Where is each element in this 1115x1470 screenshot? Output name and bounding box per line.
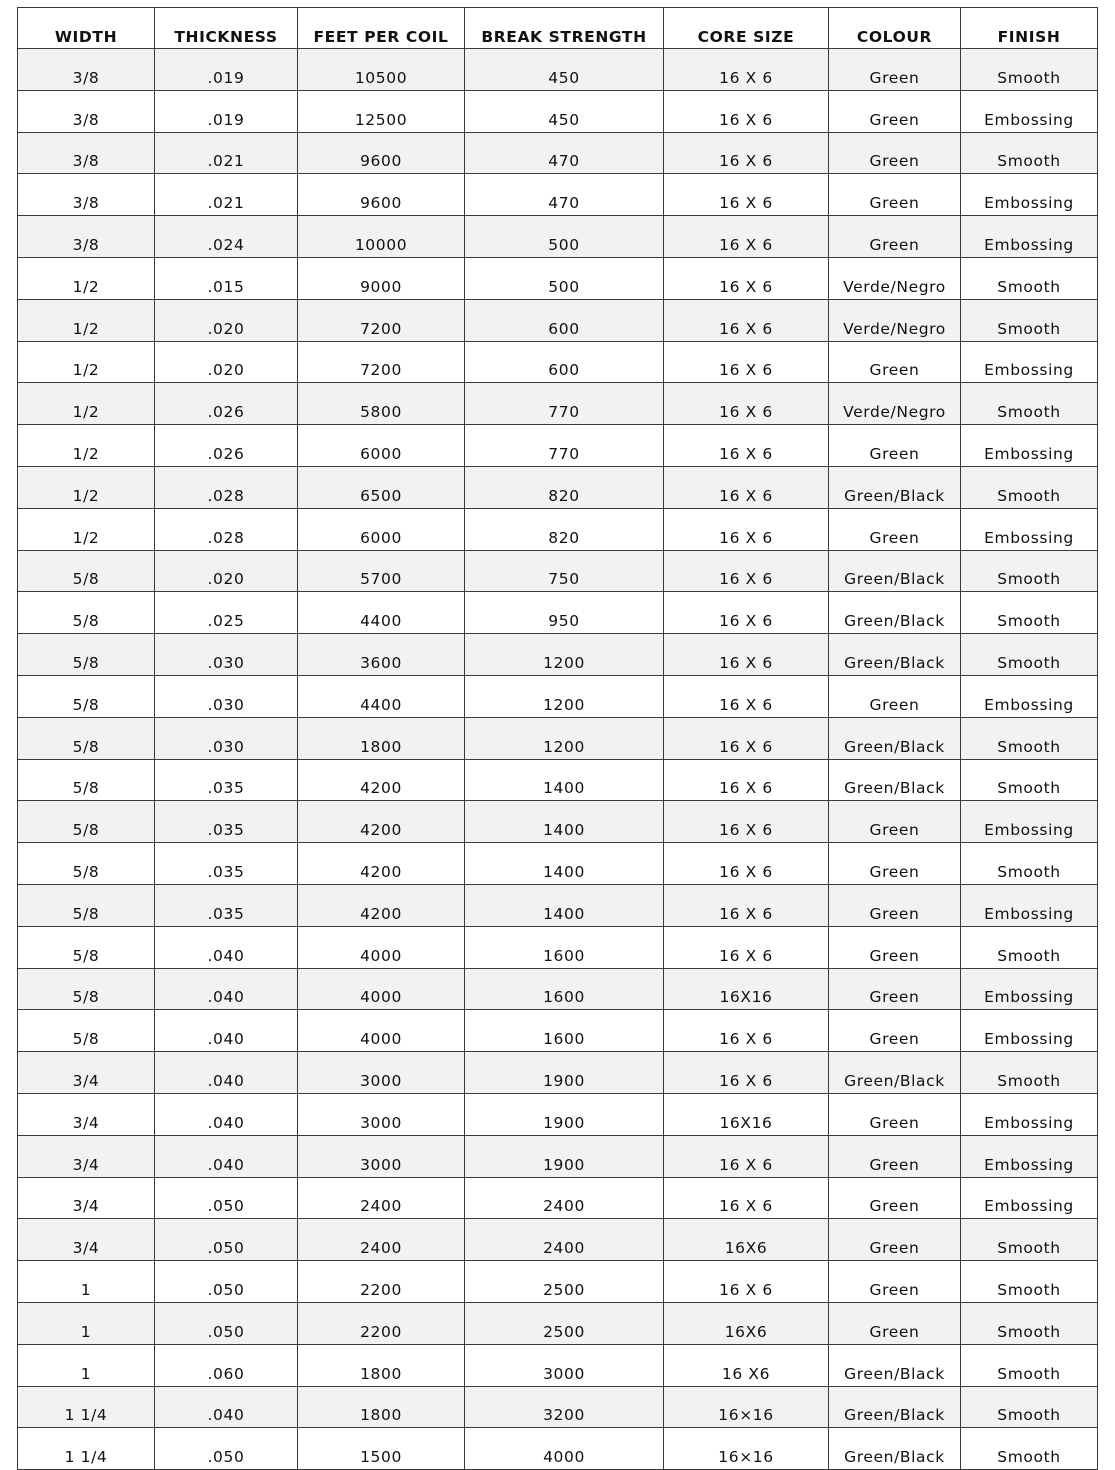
cell-finish: Smooth	[961, 49, 1098, 91]
cell-finish: Embossing	[961, 508, 1098, 550]
cell-core-size: 16X16	[664, 1093, 829, 1135]
cell-thickness: .026	[155, 383, 298, 425]
cell-thickness: .025	[155, 592, 298, 634]
cell-feet-per-coil: 4200	[298, 801, 465, 843]
cell-feet-per-coil: 4000	[298, 926, 465, 968]
cell-thickness: .050	[155, 1428, 298, 1470]
cell-feet-per-coil: 5800	[298, 383, 465, 425]
cell-width: 5/8	[18, 926, 155, 968]
cell-colour: Green/Black	[829, 1386, 961, 1428]
cell-colour: Green	[829, 1219, 961, 1261]
table-header	[18, 8, 1098, 49]
cell-break-strength: 1900	[465, 1135, 664, 1177]
cell-thickness: .030	[155, 634, 298, 676]
cell-break-strength: 450	[465, 90, 664, 132]
cell-feet-per-coil: 2400	[298, 1177, 465, 1219]
cell-finish: Smooth	[961, 926, 1098, 968]
table-row	[18, 592, 1098, 634]
column-header-break-strength: BREAK STRENGTH	[465, 8, 664, 49]
cell-colour: Green	[829, 801, 961, 843]
cell-core-size: 16 X 6	[664, 634, 829, 676]
cell-thickness: .030	[155, 675, 298, 717]
cell-finish: Embossing	[961, 341, 1098, 383]
cell-thickness: .019	[155, 90, 298, 132]
table-row	[18, 1135, 1098, 1177]
cell-width: 3/8	[18, 216, 155, 258]
cell-colour: Green	[829, 508, 961, 550]
cell-width: 5/8	[18, 884, 155, 926]
table-row	[18, 717, 1098, 759]
cell-core-size: 16 X 6	[664, 90, 829, 132]
cell-finish: Embossing	[961, 1135, 1098, 1177]
cell-core-size: 16×16	[664, 1428, 829, 1470]
table-row	[18, 174, 1098, 216]
cell-thickness: .035	[155, 759, 298, 801]
cell-finish: Smooth	[961, 759, 1098, 801]
cell-break-strength: 2500	[465, 1302, 664, 1344]
cell-finish: Embossing	[961, 174, 1098, 216]
cell-width: 5/8	[18, 843, 155, 885]
cell-thickness: .015	[155, 257, 298, 299]
cell-core-size: 16 X6	[664, 1344, 829, 1386]
cell-core-size: 16 X 6	[664, 341, 829, 383]
cell-thickness: .030	[155, 717, 298, 759]
table-row	[18, 1344, 1098, 1386]
cell-break-strength: 1200	[465, 634, 664, 676]
cell-finish: Embossing	[961, 1010, 1098, 1052]
cell-break-strength: 750	[465, 550, 664, 592]
cell-thickness: .035	[155, 843, 298, 885]
cell-finish: Smooth	[961, 1302, 1098, 1344]
cell-finish: Embossing	[961, 90, 1098, 132]
cell-core-size: 16 X 6	[664, 425, 829, 467]
table-row	[18, 132, 1098, 174]
cell-finish: Smooth	[961, 1344, 1098, 1386]
cell-finish: Smooth	[961, 383, 1098, 425]
cell-core-size: 16 X 6	[664, 759, 829, 801]
cell-thickness: .050	[155, 1219, 298, 1261]
cell-width: 5/8	[18, 801, 155, 843]
cell-feet-per-coil: 9600	[298, 132, 465, 174]
cell-colour: Green	[829, 1010, 961, 1052]
table-row	[18, 634, 1098, 676]
table-row	[18, 843, 1098, 885]
table-row	[18, 299, 1098, 341]
cell-finish: Embossing	[961, 425, 1098, 467]
cell-width: 1	[18, 1344, 155, 1386]
cell-feet-per-coil: 4400	[298, 675, 465, 717]
cell-finish: Embossing	[961, 1177, 1098, 1219]
cell-break-strength: 1400	[465, 759, 664, 801]
table-row	[18, 550, 1098, 592]
cell-width: 3/4	[18, 1093, 155, 1135]
cell-core-size: 16 X 6	[664, 132, 829, 174]
cell-colour: Green/Black	[829, 466, 961, 508]
cell-width: 3/4	[18, 1052, 155, 1094]
cell-width: 5/8	[18, 550, 155, 592]
column-header-thickness: THICKNESS	[155, 8, 298, 49]
table-row	[18, 968, 1098, 1010]
cell-colour: Green	[829, 1177, 961, 1219]
column-header-finish: FINISH	[961, 8, 1098, 49]
cell-feet-per-coil: 2200	[298, 1302, 465, 1344]
cell-feet-per-coil: 5700	[298, 550, 465, 592]
cell-colour: Green	[829, 843, 961, 885]
cell-core-size: 16 X 6	[664, 843, 829, 885]
cell-colour: Verde/Negro	[829, 383, 961, 425]
cell-colour: Green/Black	[829, 592, 961, 634]
cell-width: 5/8	[18, 1010, 155, 1052]
cell-feet-per-coil: 4200	[298, 884, 465, 926]
cell-finish: Smooth	[961, 257, 1098, 299]
cell-thickness: .040	[155, 1093, 298, 1135]
cell-break-strength: 820	[465, 508, 664, 550]
cell-thickness: .040	[155, 1052, 298, 1094]
cell-width: 1/2	[18, 508, 155, 550]
cell-break-strength: 500	[465, 216, 664, 258]
cell-colour: Green	[829, 425, 961, 467]
cell-thickness: .040	[155, 1386, 298, 1428]
cell-break-strength: 600	[465, 341, 664, 383]
cell-finish: Embossing	[961, 801, 1098, 843]
cell-finish: Smooth	[961, 1428, 1098, 1470]
cell-core-size: 16 X 6	[664, 926, 829, 968]
table-row	[18, 926, 1098, 968]
cell-break-strength: 820	[465, 466, 664, 508]
cell-break-strength: 2400	[465, 1177, 664, 1219]
cell-feet-per-coil: 7200	[298, 341, 465, 383]
cell-break-strength: 1400	[465, 884, 664, 926]
cell-finish: Smooth	[961, 550, 1098, 592]
cell-feet-per-coil: 3600	[298, 634, 465, 676]
cell-break-strength: 470	[465, 174, 664, 216]
cell-break-strength: 1900	[465, 1052, 664, 1094]
cell-thickness: .050	[155, 1261, 298, 1303]
cell-colour: Green	[829, 1093, 961, 1135]
cell-break-strength: 770	[465, 383, 664, 425]
cell-core-size: 16 X 6	[664, 383, 829, 425]
cell-feet-per-coil: 6000	[298, 425, 465, 467]
cell-width: 5/8	[18, 634, 155, 676]
table-row	[18, 1428, 1098, 1470]
cell-finish: Smooth	[961, 592, 1098, 634]
cell-width: 3/4	[18, 1135, 155, 1177]
table-row	[18, 466, 1098, 508]
cell-thickness: .024	[155, 216, 298, 258]
cell-colour: Green/Black	[829, 717, 961, 759]
cell-width: 1	[18, 1261, 155, 1303]
cell-core-size: 16 X 6	[664, 466, 829, 508]
cell-thickness: .035	[155, 801, 298, 843]
cell-colour: Green	[829, 884, 961, 926]
cell-feet-per-coil: 4400	[298, 592, 465, 634]
cell-break-strength: 1200	[465, 675, 664, 717]
cell-break-strength: 500	[465, 257, 664, 299]
cell-finish: Embossing	[961, 216, 1098, 258]
cell-finish: Smooth	[961, 1052, 1098, 1094]
cell-core-size: 16X16	[664, 968, 829, 1010]
cell-thickness: .020	[155, 299, 298, 341]
cell-colour: Green/Black	[829, 1428, 961, 1470]
cell-break-strength: 1400	[465, 801, 664, 843]
cell-feet-per-coil: 4000	[298, 968, 465, 1010]
cell-width: 1	[18, 1302, 155, 1344]
table-row	[18, 675, 1098, 717]
cell-core-size: 16 X 6	[664, 174, 829, 216]
cell-break-strength: 1600	[465, 1010, 664, 1052]
cell-width: 5/8	[18, 717, 155, 759]
cell-colour: Green/Black	[829, 1344, 961, 1386]
cell-colour: Verde/Negro	[829, 299, 961, 341]
cell-thickness: .050	[155, 1177, 298, 1219]
cell-thickness: .020	[155, 550, 298, 592]
cell-core-size: 16 X 6	[664, 49, 829, 91]
header-row	[18, 8, 1098, 49]
cell-colour: Green	[829, 1302, 961, 1344]
cell-core-size: 16 X 6	[664, 257, 829, 299]
cell-finish: Smooth	[961, 843, 1098, 885]
cell-colour: Green	[829, 49, 961, 91]
cell-core-size: 16 X 6	[664, 675, 829, 717]
cell-colour: Green	[829, 1261, 961, 1303]
cell-core-size: 16 X 6	[664, 801, 829, 843]
cell-core-size: 16 X 6	[664, 1010, 829, 1052]
cell-width: 1/2	[18, 383, 155, 425]
cell-thickness: .026	[155, 425, 298, 467]
cell-width: 5/8	[18, 968, 155, 1010]
table-row	[18, 257, 1098, 299]
table-row	[18, 801, 1098, 843]
cell-finish: Smooth	[961, 1219, 1098, 1261]
cell-feet-per-coil: 6500	[298, 466, 465, 508]
cell-colour: Green	[829, 926, 961, 968]
cell-thickness: .050	[155, 1302, 298, 1344]
table-row	[18, 1093, 1098, 1135]
cell-core-size: 16 X 6	[664, 592, 829, 634]
cell-feet-per-coil: 4200	[298, 843, 465, 885]
cell-finish: Smooth	[961, 717, 1098, 759]
cell-core-size: 16X6	[664, 1302, 829, 1344]
cell-width: 5/8	[18, 675, 155, 717]
cell-feet-per-coil: 7200	[298, 299, 465, 341]
cell-width: 1/2	[18, 299, 155, 341]
cell-finish: Embossing	[961, 675, 1098, 717]
cell-width: 1/2	[18, 466, 155, 508]
cell-width: 1/2	[18, 425, 155, 467]
cell-feet-per-coil: 2200	[298, 1261, 465, 1303]
table-row	[18, 216, 1098, 258]
cell-width: 3/8	[18, 49, 155, 91]
cell-core-size: 16 X 6	[664, 216, 829, 258]
cell-finish: Smooth	[961, 299, 1098, 341]
cell-break-strength: 450	[465, 49, 664, 91]
cell-thickness: .040	[155, 1010, 298, 1052]
cell-core-size: 16 X 6	[664, 717, 829, 759]
cell-thickness: .021	[155, 132, 298, 174]
cell-core-size: 16 X 6	[664, 884, 829, 926]
column-header-colour: COLOUR	[829, 8, 961, 49]
table-row	[18, 1302, 1098, 1344]
cell-width: 3/4	[18, 1219, 155, 1261]
cell-thickness: .035	[155, 884, 298, 926]
cell-finish: Smooth	[961, 132, 1098, 174]
cell-colour: Green/Black	[829, 759, 961, 801]
table-row	[18, 508, 1098, 550]
cell-colour: Green	[829, 216, 961, 258]
cell-core-size: 16 X 6	[664, 550, 829, 592]
cell-break-strength: 3200	[465, 1386, 664, 1428]
cell-finish: Smooth	[961, 1261, 1098, 1303]
cell-width: 1/2	[18, 341, 155, 383]
column-header-feet-per-coil: FEET PER COIL	[298, 8, 465, 49]
cell-core-size: 16 X 6	[664, 1177, 829, 1219]
cell-core-size: 16×16	[664, 1386, 829, 1428]
cell-break-strength: 950	[465, 592, 664, 634]
cell-colour: Green	[829, 1135, 961, 1177]
cell-colour: Green/Black	[829, 1052, 961, 1094]
table-row	[18, 341, 1098, 383]
cell-width: 5/8	[18, 592, 155, 634]
cell-width: 3/8	[18, 90, 155, 132]
cell-thickness: .019	[155, 49, 298, 91]
cell-feet-per-coil: 3000	[298, 1093, 465, 1135]
cell-width: 1 1/4	[18, 1386, 155, 1428]
cell-break-strength: 600	[465, 299, 664, 341]
cell-break-strength: 2400	[465, 1219, 664, 1261]
cell-feet-per-coil: 4000	[298, 1010, 465, 1052]
column-header-core-size: CORE SIZE	[664, 8, 829, 49]
cell-feet-per-coil: 9600	[298, 174, 465, 216]
cell-break-strength: 1600	[465, 968, 664, 1010]
table-body	[18, 49, 1098, 1470]
cell-feet-per-coil: 1800	[298, 717, 465, 759]
table-row	[18, 759, 1098, 801]
table-row	[18, 1177, 1098, 1219]
cell-core-size: 16 X 6	[664, 299, 829, 341]
cell-colour: Green	[829, 90, 961, 132]
cell-colour: Verde/Negro	[829, 257, 961, 299]
table-row	[18, 1261, 1098, 1303]
cell-thickness: .021	[155, 174, 298, 216]
table-row	[18, 425, 1098, 467]
cell-thickness: .040	[155, 1135, 298, 1177]
cell-width: 1/2	[18, 257, 155, 299]
cell-colour: Green	[829, 174, 961, 216]
cell-finish: Smooth	[961, 634, 1098, 676]
cell-finish: Embossing	[961, 968, 1098, 1010]
cell-core-size: 16 X 6	[664, 1261, 829, 1303]
cell-feet-per-coil: 10000	[298, 216, 465, 258]
cell-break-strength: 1200	[465, 717, 664, 759]
cell-colour: Green/Black	[829, 550, 961, 592]
table-row	[18, 884, 1098, 926]
cell-feet-per-coil: 1800	[298, 1344, 465, 1386]
cell-feet-per-coil: 4200	[298, 759, 465, 801]
cell-feet-per-coil: 6000	[298, 508, 465, 550]
cell-break-strength: 2500	[465, 1261, 664, 1303]
cell-break-strength: 1600	[465, 926, 664, 968]
cell-width: 3/4	[18, 1177, 155, 1219]
cell-feet-per-coil: 10500	[298, 49, 465, 91]
cell-feet-per-coil: 2400	[298, 1219, 465, 1261]
cell-finish: Smooth	[961, 1386, 1098, 1428]
table-row	[18, 383, 1098, 425]
cell-finish: Smooth	[961, 466, 1098, 508]
cell-break-strength: 470	[465, 132, 664, 174]
cell-core-size: 16 X 6	[664, 1052, 829, 1094]
cell-thickness: .028	[155, 508, 298, 550]
cell-feet-per-coil: 1500	[298, 1428, 465, 1470]
cell-core-size: 16 X 6	[664, 1135, 829, 1177]
cell-break-strength: 1400	[465, 843, 664, 885]
table-row	[18, 1010, 1098, 1052]
cell-finish: Embossing	[961, 884, 1098, 926]
cell-break-strength: 770	[465, 425, 664, 467]
cell-width: 3/8	[18, 132, 155, 174]
cell-break-strength: 3000	[465, 1344, 664, 1386]
cell-width: 1 1/4	[18, 1428, 155, 1470]
table-row	[18, 1052, 1098, 1094]
cell-thickness: .028	[155, 466, 298, 508]
table-row	[18, 49, 1098, 91]
cell-core-size: 16 X 6	[664, 508, 829, 550]
cell-break-strength: 1900	[465, 1093, 664, 1135]
table-row	[18, 1386, 1098, 1428]
cell-width: 5/8	[18, 759, 155, 801]
cell-core-size: 16X6	[664, 1219, 829, 1261]
cell-colour: Green/Black	[829, 634, 961, 676]
cell-colour: Green	[829, 341, 961, 383]
table-row	[18, 1219, 1098, 1261]
cell-thickness: .020	[155, 341, 298, 383]
cell-width: 3/8	[18, 174, 155, 216]
cell-feet-per-coil: 12500	[298, 90, 465, 132]
cell-feet-per-coil: 3000	[298, 1052, 465, 1094]
cell-thickness: .040	[155, 968, 298, 1010]
table-row	[18, 90, 1098, 132]
coil-spec-table	[17, 7, 1098, 1470]
cell-feet-per-coil: 1800	[298, 1386, 465, 1428]
cell-finish: Embossing	[961, 1093, 1098, 1135]
cell-colour: Green	[829, 132, 961, 174]
cell-colour: Green	[829, 675, 961, 717]
cell-thickness: .040	[155, 926, 298, 968]
cell-thickness: .060	[155, 1344, 298, 1386]
cell-feet-per-coil: 9000	[298, 257, 465, 299]
cell-break-strength: 4000	[465, 1428, 664, 1470]
column-header-width: WIDTH	[18, 8, 155, 49]
cell-feet-per-coil: 3000	[298, 1135, 465, 1177]
cell-colour: Green	[829, 968, 961, 1010]
